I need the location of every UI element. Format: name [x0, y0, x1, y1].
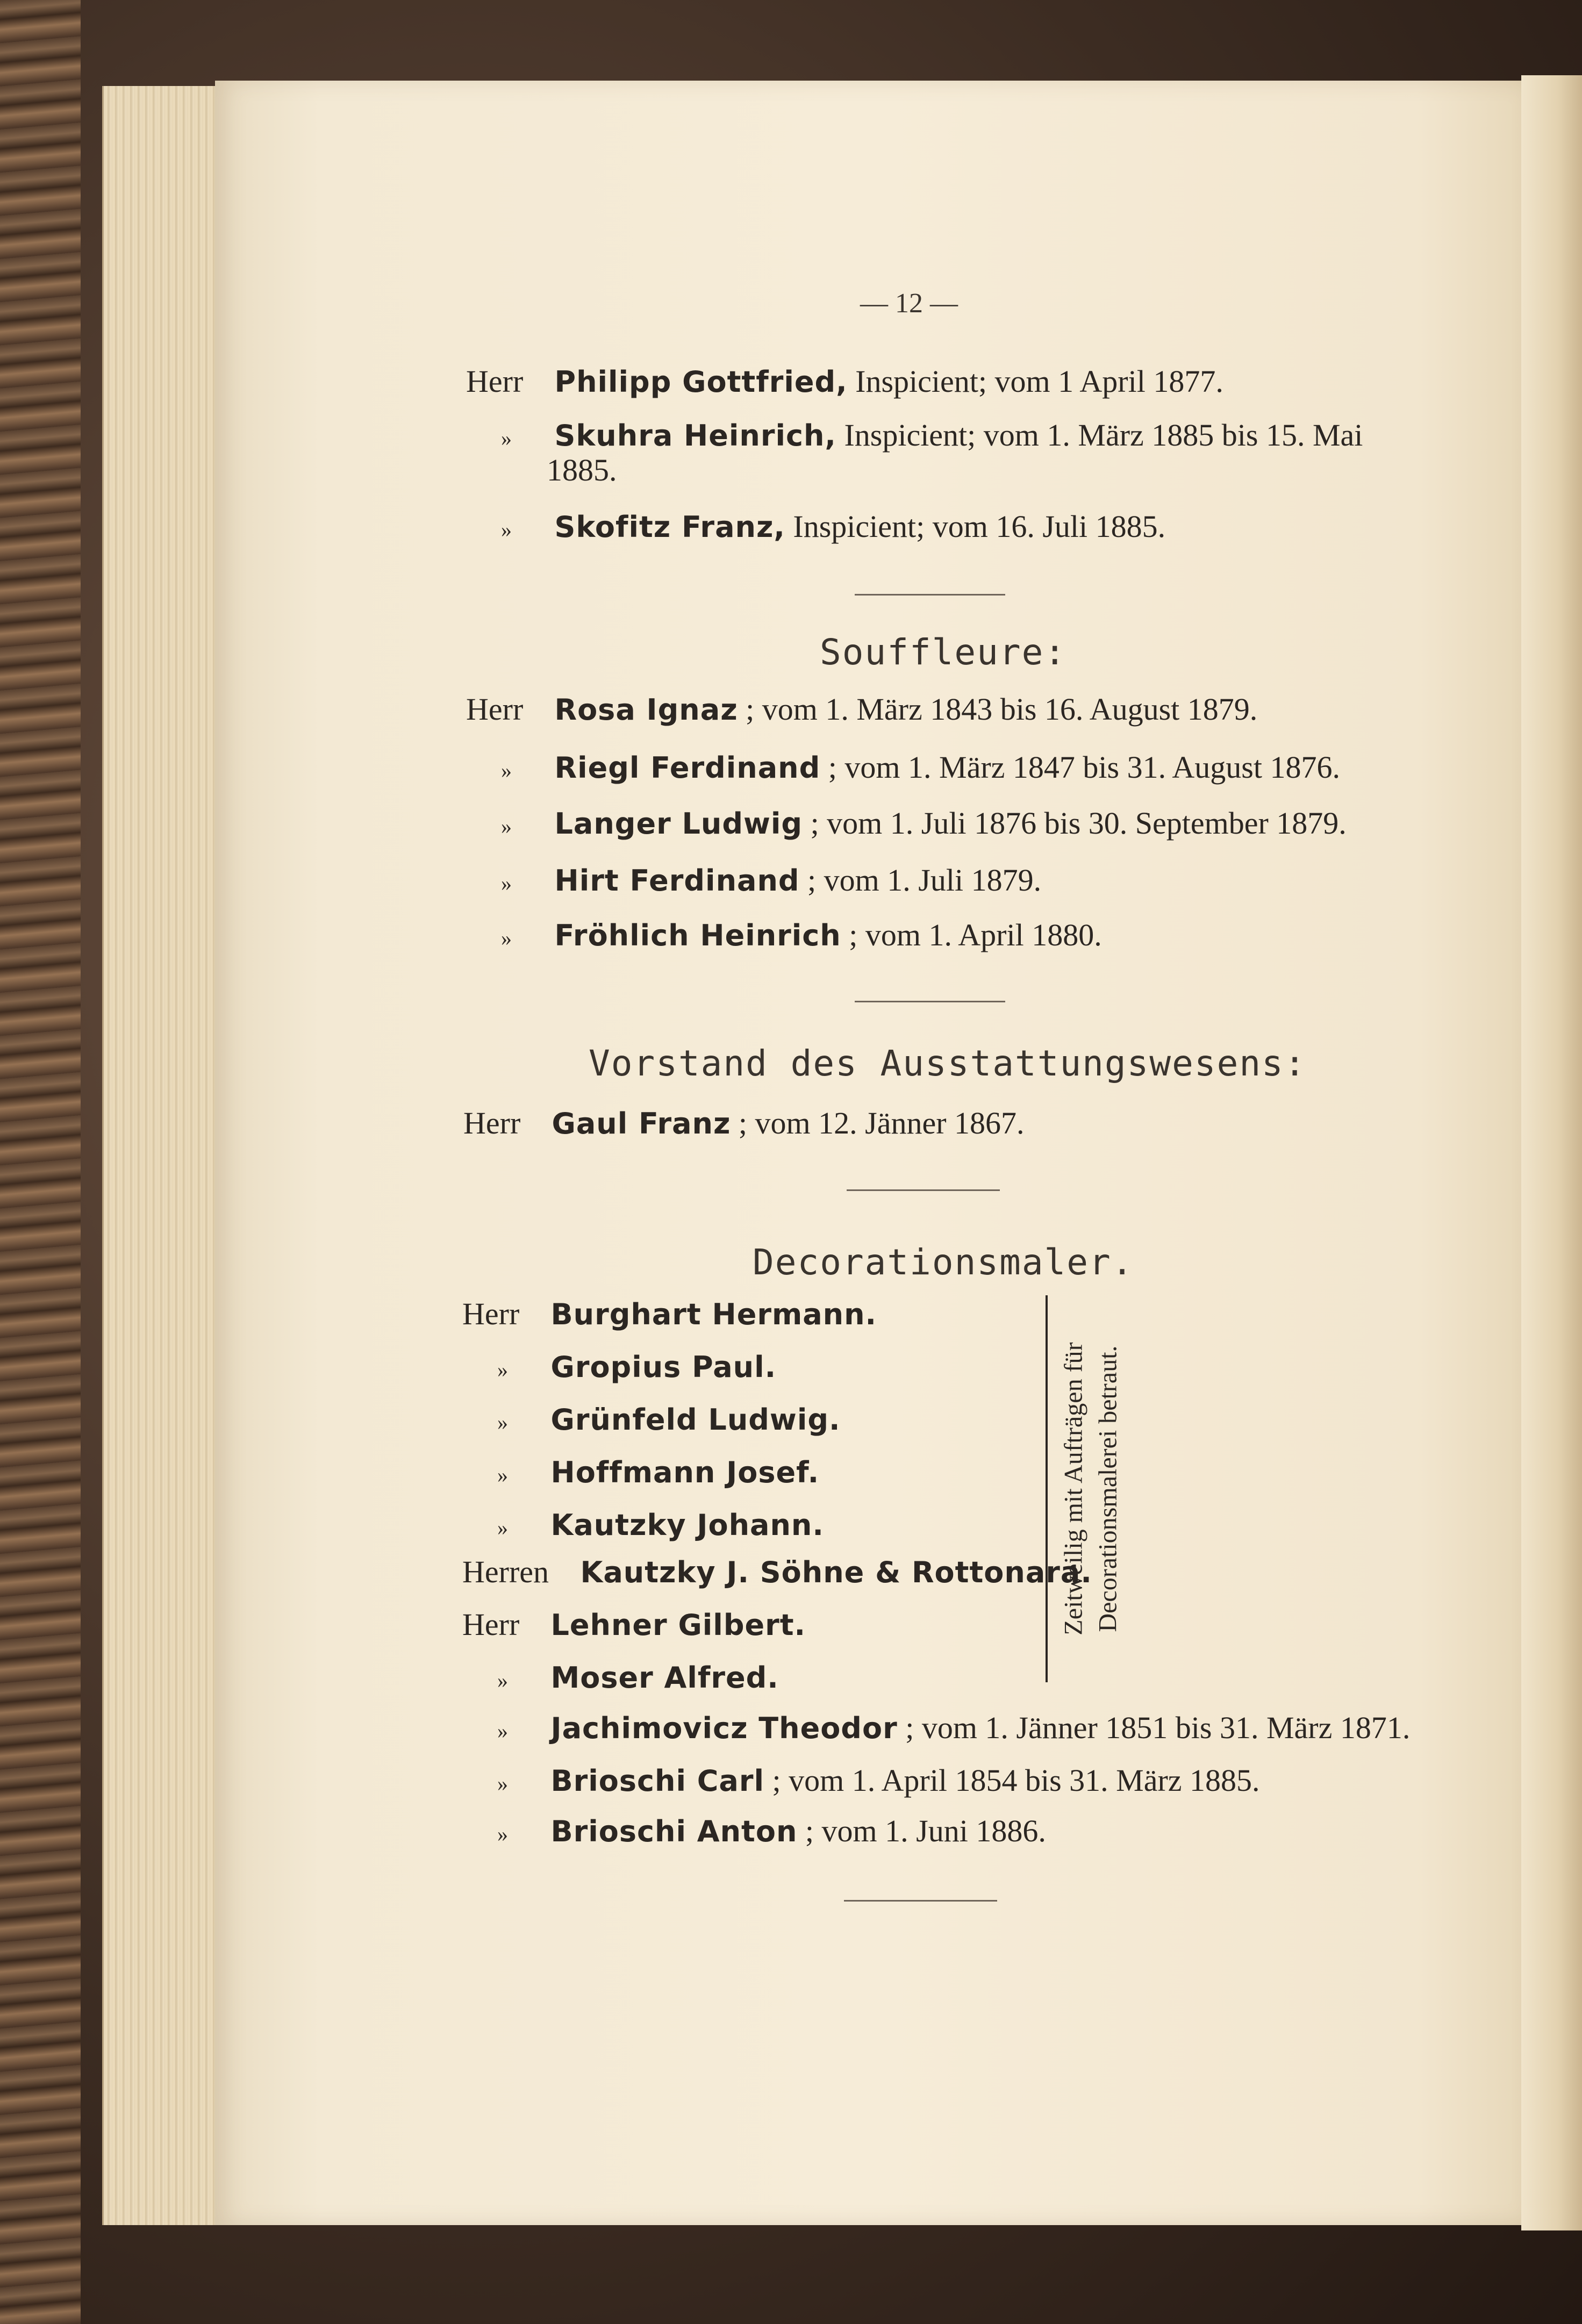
- entry-row: [466, 508, 1165, 549]
- ditto-mark: »: [501, 871, 512, 895]
- entry-text: ; vom 1. Juli 1879.: [807, 863, 1042, 898]
- entry-name: Grünfeld Ludwig.: [550, 1403, 841, 1437]
- entry-name: Riegl Ferdinand: [554, 751, 821, 785]
- entry-name: Lehner Gilbert.: [550, 1608, 806, 1642]
- ditto-mark: »: [497, 1410, 508, 1434]
- entry-name: Langer Ludwig: [554, 807, 803, 841]
- entry-name: Brioschi Carl: [550, 1764, 765, 1798]
- ditto-mark: »: [501, 814, 512, 838]
- section-heading: Souffleure:: [820, 632, 1067, 673]
- marbled-cover-edge: [0, 0, 81, 2324]
- entry-row: [462, 1553, 1092, 1591]
- page-number: — 12 —: [860, 288, 958, 319]
- entry-name: Gropius Paul.: [550, 1350, 777, 1384]
- entry-row: [462, 1453, 819, 1494]
- entry-name: Brioschi Anton: [550, 1814, 798, 1848]
- entry-name: Hoffmann Josef.: [550, 1455, 820, 1489]
- entry-row: [462, 1401, 841, 1441]
- entry-row: [466, 805, 1347, 845]
- ditto-mark: »: [497, 1771, 508, 1796]
- ditto-mark: »: [497, 1668, 508, 1692]
- ditto-mark: »: [497, 1719, 508, 1743]
- entry-text: ; vom 1. März 1843 bis 16. August 1879.: [746, 692, 1258, 727]
- entry-name: Jachimovicz Theodor: [550, 1711, 898, 1745]
- entry-text: ; vom 12. Jänner 1867.: [738, 1106, 1025, 1141]
- entry-name: Philipp Gottfried,: [554, 365, 848, 399]
- entry-name: Kautzky J. Söhne & Rottonara.: [580, 1555, 1092, 1589]
- entry-text: ; vom 1. Juli 1876 bis 30. September 1879.: [810, 806, 1347, 841]
- section-divider: [844, 1900, 997, 1902]
- entry-text: 1885.: [547, 453, 617, 487]
- ditto-mark: »: [497, 1358, 508, 1382]
- entry-prefix: Herren: [462, 1554, 549, 1589]
- entry-name: Burghart Hermann.: [550, 1297, 877, 1331]
- entry-row: [466, 749, 1340, 790]
- entry-prefix: Herr: [462, 1296, 520, 1331]
- entry-name: Skofitz Franz,: [554, 510, 785, 544]
- facing-page-edge: [1521, 75, 1582, 2230]
- bracket-note-line: Decorationsmalerei betraut.: [1094, 1345, 1122, 1632]
- entry-row: [462, 1659, 779, 1699]
- entry-text: ; vom 1. April 1880.: [849, 917, 1102, 952]
- section-divider: [847, 1189, 1000, 1191]
- ditto-mark: »: [501, 426, 512, 450]
- entry-prefix: Herr: [466, 364, 524, 399]
- entry-row: [466, 363, 1223, 401]
- entry-row: [466, 862, 1041, 902]
- entry-text: Inspicient; vom 1 April 1877.: [855, 364, 1223, 399]
- entry-prefix: Herr: [466, 692, 524, 727]
- entry-prefix: Herr: [462, 1607, 520, 1642]
- entry-row: [466, 916, 1102, 957]
- entry-name: Skuhra Heinrich,: [554, 419, 836, 453]
- entry-text: ; vom 1. April 1854 bis 31. März 1885.: [772, 1763, 1260, 1798]
- section-divider: [855, 594, 1005, 596]
- ditto-mark: »: [501, 518, 512, 542]
- ditto-mark: »: [497, 1516, 508, 1540]
- entry-text: Inspicient; vom 16. Juli 1885.: [793, 509, 1166, 544]
- entry-prefix: Herr: [463, 1106, 521, 1141]
- entry-text: ; vom 1. Jänner 1851 bis 31. März 1871.: [905, 1710, 1411, 1745]
- bracket-note-line: Zeitweilig mit Aufträgen für: [1060, 1342, 1088, 1636]
- entry-name: Hirt Ferdinand: [554, 864, 800, 898]
- book-page: [215, 81, 1521, 2225]
- entry-name: Kautzky Johann.: [550, 1508, 824, 1542]
- entry-row: [466, 691, 1257, 729]
- entry-text: Inspicient; vom 1. März 1885 bis 15. Mai: [844, 418, 1363, 453]
- entry-text: ; vom 1. März 1847 bis 31. August 1876.: [828, 750, 1340, 785]
- section-heading: Vorstand des Ausstattungswesens:: [589, 1043, 1307, 1084]
- entry-continuation: [547, 451, 617, 489]
- entry-row: [462, 1506, 824, 1547]
- entry-name: Fröhlich Heinrich: [554, 919, 841, 952]
- bracket-note: [1059, 1295, 1123, 1682]
- ditto-mark: »: [501, 926, 512, 950]
- ditto-mark: »: [497, 1822, 508, 1846]
- entry-row: [462, 1295, 877, 1333]
- section-divider: [855, 1001, 1005, 1002]
- entry-name: Gaul Franz: [552, 1107, 731, 1141]
- ditto-mark: »: [497, 1463, 508, 1487]
- entry-name: Moser Alfred.: [550, 1661, 779, 1695]
- entry-name: Rosa Ignaz: [554, 693, 738, 727]
- entry-row: [462, 1709, 1410, 1750]
- entry-row: [462, 1762, 1260, 1803]
- entry-row: [463, 1104, 1025, 1143]
- ditto-mark: »: [501, 758, 512, 783]
- section-heading: Decorationsmaler.: [753, 1242, 1134, 1283]
- entry-row: [462, 1348, 776, 1389]
- entry-text: ; vom 1. Juni 1886.: [805, 1813, 1046, 1848]
- curly-brace: [1046, 1295, 1057, 1682]
- entry-row: [462, 1812, 1046, 1853]
- entry-row: [462, 1606, 806, 1644]
